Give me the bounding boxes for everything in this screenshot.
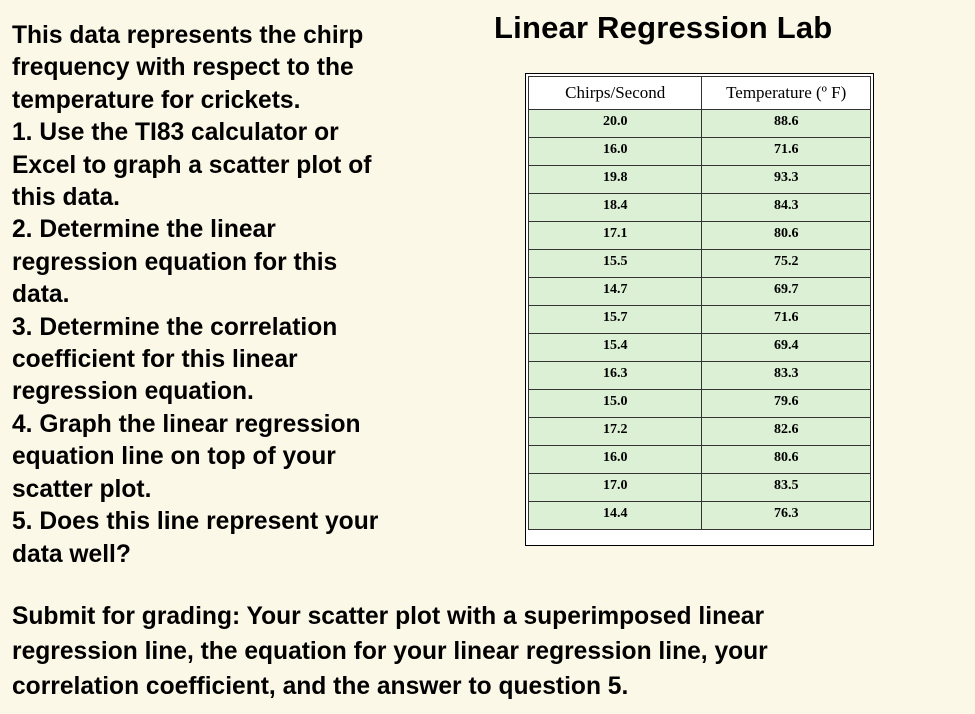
cell-chirps: 17.0 [529,474,702,502]
cell-temperature: 69.7 [702,278,871,306]
table-row [529,502,871,530]
cell-chirps: 16.0 [529,446,702,474]
cell-temperature: 82.6 [702,418,871,446]
table-header-row [529,77,871,110]
table-row [529,362,871,390]
submission-line: Submit for grading: Your scatter plot with a superimposed linear [12,603,765,630]
instruction-line: scatter plot. [12,475,152,503]
data-table-container [525,73,874,546]
cell-chirps: 14.7 [529,278,702,306]
cell-temperature: 80.6 [702,222,871,250]
cell-temperature: 71.6 [702,138,871,166]
instruction-line: regression equation for this [12,248,338,276]
table-row [529,194,871,222]
table-row [529,110,871,138]
cell-temperature: 88.6 [702,110,871,138]
cell-temperature: 76.3 [702,502,871,530]
instruction-line: 1. Use the TI83 calculator or [12,119,339,147]
instruction-line: this data. [12,184,120,212]
instruction-line: frequency with respect to the [12,54,354,82]
table-row [529,222,871,250]
instruction-line: 3. Determine the correlation [12,313,338,341]
table-row [529,474,871,502]
table-row [529,390,871,418]
instruction-line: Excel to graph a scatter plot of [12,151,372,179]
instruction-line: This data represents the chirp [12,22,364,49]
submission-instructions [12,599,967,704]
instructions-text [12,20,452,571]
submission-line: regression line, the equation for your linear regression line, your [12,638,768,665]
cell-chirps: 17.1 [529,222,702,250]
table-row [529,418,871,446]
instruction-line: regression equation. [12,378,254,406]
cell-chirps: 15.0 [529,390,702,418]
instruction-line: data. [12,281,70,309]
cell-chirps: 15.5 [529,250,702,278]
table-row [529,278,871,306]
cell-temperature: 71.6 [702,306,871,334]
page-title: Linear Regression Lab [494,10,833,45]
submission-line: correlation coefficient, and the answer to question 5. [12,673,629,700]
cell-temperature: 75.2 [702,250,871,278]
table-row [529,166,871,194]
instruction-line: data well? [12,540,131,568]
instruction-line: 5. Does this line represent your [12,508,379,536]
cell-chirps: 16.3 [529,362,702,390]
instruction-line: temperature for crickets. [12,86,301,114]
cell-chirps: 20.0 [529,110,702,138]
cell-temperature: 83.5 [702,474,871,502]
cell-chirps: 15.4 [529,334,702,362]
instruction-line: coefficient for this linear [12,346,298,374]
instruction-line: 2. Determine the linear [12,216,276,244]
column-header-temperature: Temperature (º F) [702,77,871,110]
table-row [529,138,871,166]
cell-temperature: 79.6 [702,390,871,418]
cell-temperature: 69.4 [702,334,871,362]
table-row [529,334,871,362]
cell-chirps: 15.7 [529,306,702,334]
column-header-chirps: Chirps/Second [529,77,702,110]
instruction-line: equation line on top of your [12,443,336,471]
table-row [529,250,871,278]
cell-chirps: 18.4 [529,194,702,222]
cell-chirps: 17.2 [529,418,702,446]
cell-temperature: 93.3 [702,166,871,194]
data-table [528,76,871,530]
cell-temperature: 84.3 [702,194,871,222]
cell-temperature: 80.6 [702,446,871,474]
cell-chirps: 19.8 [529,166,702,194]
table-row [529,446,871,474]
instruction-line: 4. Graph the linear regression [12,410,361,438]
cell-chirps: 14.4 [529,502,702,530]
cell-chirps: 16.0 [529,138,702,166]
table-row [529,306,871,334]
cell-temperature: 83.3 [702,362,871,390]
